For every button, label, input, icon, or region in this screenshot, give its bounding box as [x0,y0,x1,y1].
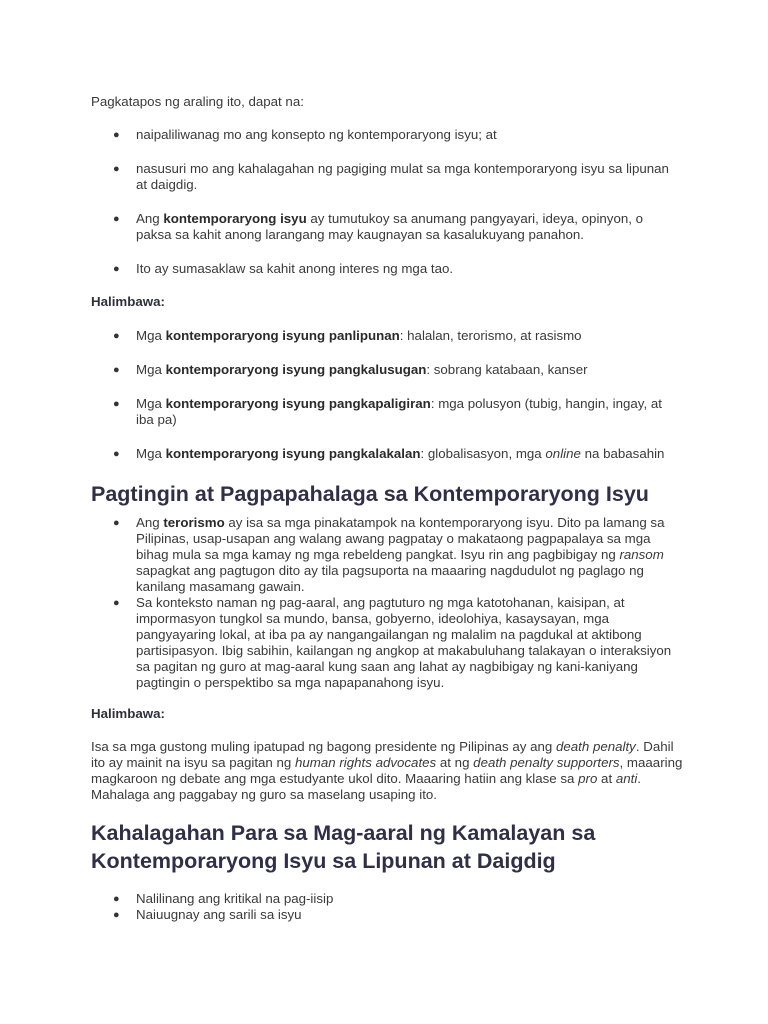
examples-label: Halimbawa: [91,706,165,721]
list-item: ● Ang kontemporaryong isyu ay tumutukoy sa anumang pangyayari, ideya, opinyon, o paksa sa kahit anong larangang may kaugnayan sa kasalukuyang panahon. [113,211,644,242]
importance-list [91,891,681,923]
bullet-icon: ● [113,129,120,141]
bullet-icon: ● [113,597,120,609]
bullet-icon: ● [113,893,120,905]
bullet-icon: ● [113,213,120,225]
bullet-icon: ● [113,398,120,410]
section-list [91,515,681,691]
list-item: ● Mga kontemporaryong isyung pangkapaligiran: mga polusyon (tubig, hangin, ingay, at iba pa) [113,396,662,427]
intro-text: Pagkatapos ng araling ito, dapat na: [91,94,304,109]
list-item: ● naipaliliwanag mo ang konsepto ng kontemporaryong isyu; at [113,127,497,142]
bullet-icon: ● [113,263,120,275]
examples-list [91,328,681,462]
bullet-icon: ● [113,517,120,529]
list-item: ● Mga kontemporaryong isyung pangkalakalan: globalisasyon, mga online na babasahin [113,446,665,461]
bullet-icon: ● [113,909,120,921]
bullet-icon: ● [113,330,120,342]
list-item: ● Naiuugnay ang sarili sa isyu [113,907,302,922]
bullet-icon: ● [113,448,120,460]
list-item: ● nasusuri mo ang kahalagahan ng pagiging mulat sa mga kontemporaryong isyu sa lipunan at daigdig. [113,161,669,192]
bullet-icon: ● [113,364,120,376]
list-item: ● Sa konteksto naman ng pag-aaral, ang pagtuturo ng mga katotohanan, kaisipan, at impormasyon tungkol sa mundo, bansa, gobyerno, ideolohiya, kasaysayan, mga pangyayaring lokal, at iba pa ay nangangailangan ng malalim na pagdukal at aktibong partisipasyon. Ibig sabihin, kailangan ng angkop at makabuluhang talakayan o interaksiyon sa pagitan ng guro at mag-aaral kung saan ang lahat ay nagbibigay ng kani-kaniyang pagtingin o perspektibo sa mga napapanahong isyu. [113,595,672,690]
section-heading: Kahalagahan Para sa Mag-aaral ng Kamalayan sa Kontemporaryong Isyu sa Lipunan at Daigdig [91,821,596,873]
list-item: ● Mga kontemporaryong isyung pangkalusugan: sobrang katabaan, kanser [113,362,588,377]
list-item: ● Ito ay sumasaklaw sa kahit anong interes ng mga tao. [113,261,454,276]
list-item: ● Ang terorismo ay isa sa mga pinakatampok na kontemporaryong isyu. Dito pa lamang sa Pilipinas, usap-usapan ang walang awang pagpatay o makataong pagpapalaya sa mga bihag mula sa mga kamay ng mga rebeldeng pangkat. Isyu rin ang pagbibigay ng ransom sapagkat ang pagtugon dito ay tila pagsuporta na maaaring nagdudulot ng paglago ng kanilang masamang gawain. [113,515,665,594]
objectives-list [91,127,681,277]
section-heading: Pagtingin at Pagpapahalaga sa Kontemporaryong Isyu [91,482,649,506]
list-item: ● Mga kontemporaryong isyung panlipunan: halalan, terorismo, at rasismo [113,328,582,343]
examples-label: Halimbawa: [91,294,165,309]
bullet-icon: ● [113,163,120,175]
example-paragraph: Isa sa mga gustong muling ipatupad ng bagong presidente ng Pilipinas ay ang death penalty. Dahil ito ay mainit na isyu sa pagitan ng human rights advocates at ng death penalty supporters, maaaring magkaroon ng debate ang mga estudyante ukol dito. Maaaring hatiin ang klase sa pro at anti. Mahalaga ang paggabay ng guro sa maselang usaping ito. [91,739,683,802]
list-item: ● Nalilinang ang kritikal na pag-iisip [113,891,334,906]
